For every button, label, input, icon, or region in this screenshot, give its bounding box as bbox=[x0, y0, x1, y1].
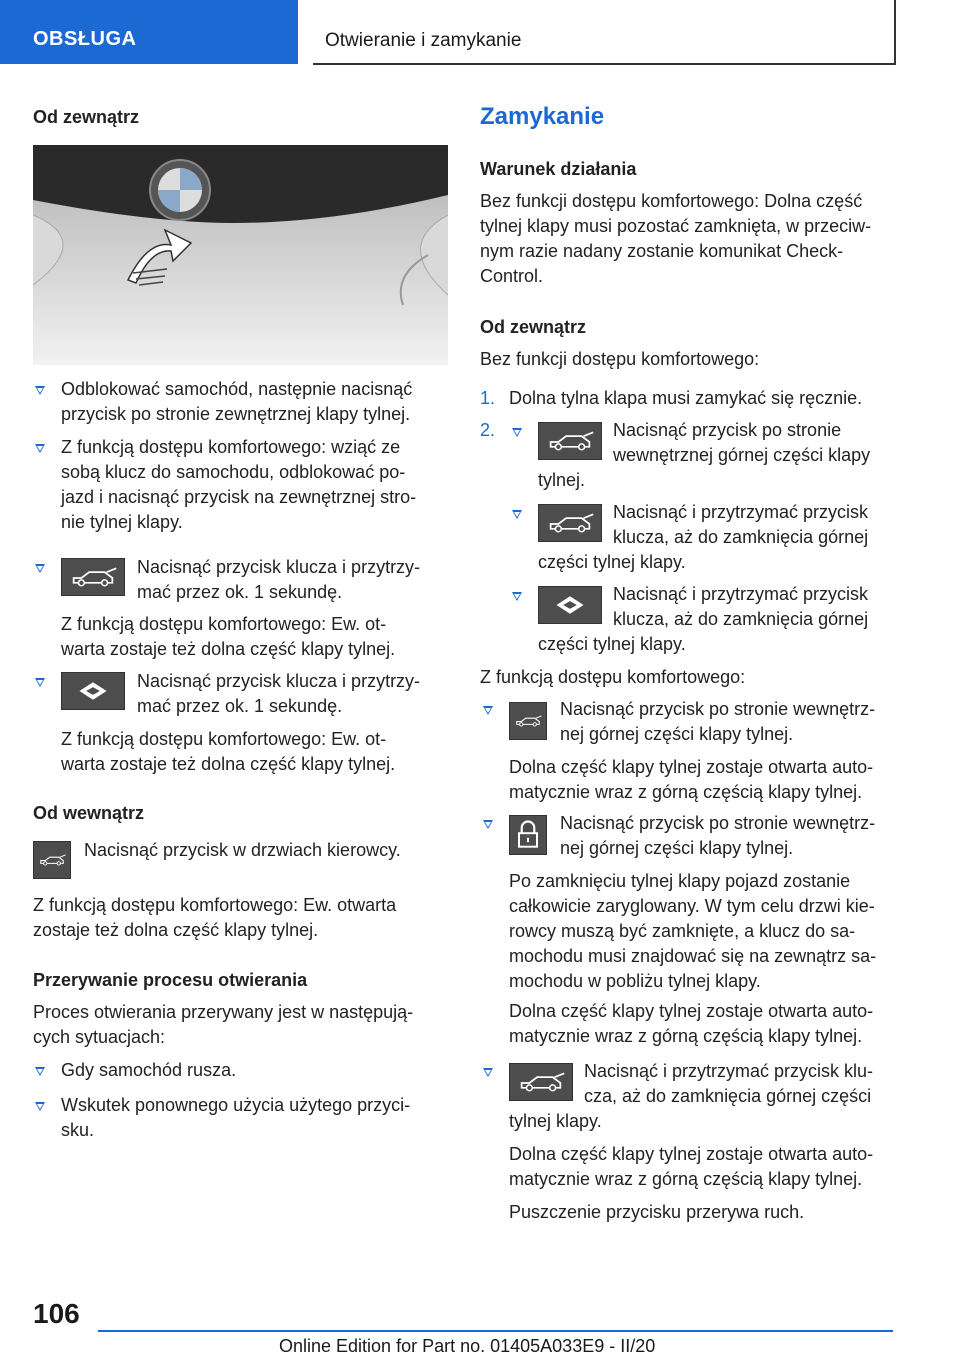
bullet-icon bbox=[35, 1067, 45, 1076]
diamond-key-icon bbox=[61, 672, 125, 710]
bullet-icon bbox=[35, 564, 45, 573]
chapter-title: Otwieranie i zamykanie bbox=[325, 30, 522, 51]
text-line: tylnej. bbox=[538, 470, 586, 490]
text-line: Gdy samochód rusza. bbox=[61, 1060, 237, 1080]
text-line: warta zostaje też dolna część klapy tylnej. bbox=[61, 754, 396, 774]
text-line: Nacisnąć przycisk po stronie wewnętrz- bbox=[560, 699, 876, 719]
text-line: Z funkcją dostępu komfortowego: Ew. otwarta bbox=[33, 895, 397, 915]
section-heading: Zamykanie bbox=[480, 103, 605, 130]
text-line: nym razie nadany zostanie komunikat Check- bbox=[480, 241, 844, 261]
text-line: Nacisnąć przycisk po stronie bbox=[613, 420, 842, 440]
footer-edition: Online Edition for Part no. 01405A033E9 - II/20 bbox=[279, 1336, 656, 1356]
text-line: Nacisnąć i przytrzymać przycisk bbox=[613, 502, 869, 522]
car-trunk-icon bbox=[509, 1063, 573, 1101]
text-line: sobą klucz do samochodu, odblokować po- bbox=[61, 462, 406, 482]
text-line: sku. bbox=[61, 1120, 95, 1140]
car-trunk-icon bbox=[61, 558, 125, 596]
car-trunk-icon bbox=[33, 841, 71, 879]
bullet-icon bbox=[35, 444, 45, 453]
text-line: Wskutek ponownego użycia użytego przyci- bbox=[61, 1095, 411, 1115]
diamond-key-icon bbox=[538, 586, 602, 624]
text-line: Nacisnąć i przytrzymać przycisk klu- bbox=[584, 1061, 874, 1081]
text-line: Puszczenie przycisku przerywa ruch. bbox=[509, 1202, 805, 1222]
text-line: zostaje też dolna część klapy tylnej. bbox=[33, 920, 319, 940]
section-tab bbox=[0, 0, 298, 64]
text-line: Bez funkcji dostępu komfortowego: bbox=[480, 349, 760, 369]
chapter-tab bbox=[313, 0, 896, 65]
text-line: matycznie wraz z górną częścią klapy tylnej. bbox=[509, 1026, 863, 1046]
text-line: nej górnej części klapy tylnej. bbox=[560, 724, 794, 744]
heading-outside: Od zewnątrz bbox=[33, 107, 140, 127]
heading-interrupt: Przerywanie procesu otwierania bbox=[33, 970, 308, 990]
text-line: Control. bbox=[480, 266, 544, 286]
text-line: tylnej klapy. bbox=[509, 1111, 602, 1131]
text-line: Z funkcją dostępu komfortowego: Ew. ot- bbox=[61, 729, 387, 749]
text-line: rowcy muszą być zamknięte, a klucz do sa- bbox=[509, 921, 856, 941]
text-line: Dolna tylna klapa musi zamykać się ręcznie. bbox=[509, 388, 863, 408]
text-line: Nacisnąć przycisk po stronie wewnętrz- bbox=[560, 813, 876, 833]
text-line: części tylnej klapy. bbox=[538, 552, 686, 572]
text-line: Nacisnąć i przytrzymać przycisk bbox=[613, 584, 869, 604]
step-number: 2. bbox=[480, 420, 496, 440]
heading-inside: Od wewnątrz bbox=[33, 803, 145, 823]
text-line: wewnętrznej górnej części klapy bbox=[613, 445, 871, 465]
bullet-icon bbox=[35, 386, 45, 395]
text-line: Z funkcją dostępu komfortowego: bbox=[480, 667, 746, 687]
lock-icon bbox=[509, 815, 547, 855]
text-line: mochodu w pobliżu tylnej klapy. bbox=[509, 971, 761, 991]
text-line: warta zostaje też dolna część klapy tylnej. bbox=[61, 639, 396, 659]
bullet-icon bbox=[512, 428, 522, 437]
text-line: nie tylnej klapy. bbox=[61, 512, 183, 532]
text-line: części tylnej klapy. bbox=[538, 634, 686, 654]
footer-divider bbox=[98, 1330, 893, 1332]
text-line: Bez funkcji dostępu komfortowego: Dolna część bbox=[480, 191, 863, 211]
heading-outside-close: Od zewnątrz bbox=[480, 317, 587, 337]
text-line: matycznie wraz z górną częścią klapy tylnej. bbox=[509, 782, 863, 802]
text-line: przycisk po stronie zewnętrznej klapy tylnej. bbox=[61, 404, 411, 424]
section-title: OBSŁUGA bbox=[33, 28, 137, 50]
text-line: matycznie wraz z górną częścią klapy tylnej. bbox=[509, 1169, 863, 1189]
text-line: klucza, aż do zamknięcia górnej bbox=[613, 527, 869, 547]
text-line: Dolna część klapy tylnej zostaje otwarta auto- bbox=[509, 1144, 874, 1164]
text-line: mochodu musi znajdować się na zewnątrz sa- bbox=[509, 946, 877, 966]
text-line: Nacisnąć przycisk klucza i przytrzy- bbox=[137, 557, 421, 577]
text-line: cza, aż do zamknięcia górnej części bbox=[584, 1086, 872, 1106]
car-trunk-icon bbox=[538, 504, 602, 542]
bullet-icon bbox=[512, 592, 522, 601]
text-line: mać przez ok. 1 sekundę. bbox=[137, 696, 343, 716]
text-line: Po zamknięciu tylnej klapy pojazd zostanie bbox=[509, 871, 851, 891]
text-line: Z funkcją dostępu komfortowego: Ew. ot- bbox=[61, 614, 387, 634]
page-number: 106 bbox=[33, 1298, 80, 1329]
bullet-icon bbox=[512, 510, 522, 519]
text-line: nej górnej części klapy tylnej. bbox=[560, 838, 794, 858]
step-number: 1. bbox=[480, 388, 496, 408]
text-line: jazd i nacisnąć przycisk na zewnętrznej stro- bbox=[61, 487, 417, 507]
bmw-logo-icon bbox=[150, 160, 210, 220]
text-line: Z funkcją dostępu komfortowego: wziąć ze bbox=[61, 437, 401, 457]
text-line: Nacisnąć przycisk w drzwiach kierowcy. bbox=[84, 840, 401, 860]
text-line: tylnej klapy musi pozostać zamknięta, w przeciw- bbox=[480, 216, 872, 236]
bullet-icon bbox=[483, 820, 493, 829]
text-line: Nacisnąć przycisk klucza i przytrzy- bbox=[137, 671, 421, 691]
text-line: klucza, aż do zamknięcia górnej bbox=[613, 609, 869, 629]
bullet-icon bbox=[483, 706, 493, 715]
text-line: mać przez ok. 1 sekundę. bbox=[137, 582, 343, 602]
text-line: Odblokować samochód, następnie nacisnąć bbox=[61, 379, 413, 399]
text-line: cych sytuacjach: bbox=[33, 1027, 166, 1047]
bullet-icon bbox=[483, 1068, 493, 1077]
heading-condition: Warunek działania bbox=[480, 159, 637, 179]
car-trunk-icon bbox=[538, 422, 602, 460]
bullet-icon bbox=[35, 678, 45, 687]
trunk-photo bbox=[33, 145, 448, 365]
text-line: Dolna część klapy tylnej zostaje otwarta auto- bbox=[509, 1001, 874, 1021]
text-line: całkowicie zaryglowany. W tym celu drzwi kie- bbox=[509, 896, 875, 916]
bullet-icon bbox=[35, 1102, 45, 1111]
text-line: Dolna część klapy tylnej zostaje otwarta auto- bbox=[509, 757, 874, 777]
car-trunk-icon bbox=[509, 702, 547, 740]
text-line: Proces otwierania przerywany jest w następują- bbox=[33, 1002, 414, 1022]
